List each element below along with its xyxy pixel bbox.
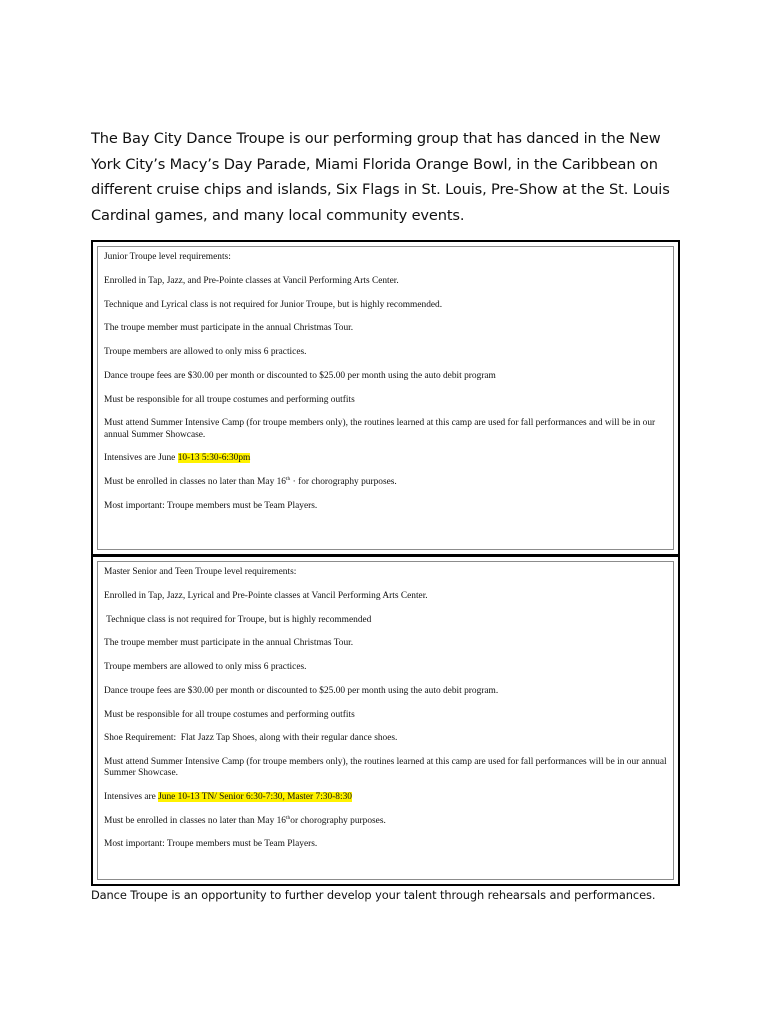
junior-team-requirement: Most important: Troupe members must be Team Players. [104,500,318,511]
junior-deadline-prefix: Must be enrolled in classes no later than May 16 [104,477,286,488]
junior-fees-requirement: Dance troupe fees are $30.00 per month or discounted to $25.00 per month using the auto debit program [104,370,496,381]
junior-heading: Junior Troupe level requirements: [104,252,231,262]
senior-intensives-prefix: Intensives are [104,792,159,803]
intro-paragraph: The Bay City Dance Troupe is our performing group that has danced in the New York City’s Macy’s Day Parade, Miami Florida Orange Bowl, in the Caribbean on different cruise chips and islands, Six Flags in St. Louis, Pre-Show at the St. Louis Cardinal games, and many local community events. [91,130,670,224]
closing-paragraph: Dance Troupe is an opportunity to further develop your talent through rehearsals and performances. [91,888,656,902]
senior-intensives-line [104,792,667,804]
senior-costumes-requirement: Must be responsible for all troupe costumes and performing outfits [104,709,355,720]
junior-requirements-cell [97,246,674,550]
senior-deadline-ordinal: th [286,814,291,821]
senior-deadline-prefix: Must be enrolled in classes no later than May 16 [104,815,286,826]
junior-camp-requirement: Must attend Summer Intensive Camp (for troupe members only), the routines learned at this camp are used for fall performances and will be in our annual Summer Showcase. [104,418,656,440]
junior-intensives-dates-highlight: 10-13 5:30-6:30pm [177,453,251,464]
junior-practices-requirement: Troupe members are allowed to only miss 6 practices. [104,347,307,358]
junior-christmas-requirement: The troupe member must participate in the annual Christmas Tour. [104,323,354,334]
junior-requirements-table [91,240,680,556]
senior-deadline-line [104,816,667,828]
senior-shoes-requirement: Shoe Requirement: Flat Jazz Tap Shoes, along with their regular dance shoes. [104,733,398,744]
junior-intensives-line [104,453,667,465]
senior-deadline-suffix: or chorography purposes. [290,815,386,826]
senior-team-requirement: Most important: Troupe members must be Team Players. [104,839,318,850]
junior-intensives-prefix: Intensives are June [104,453,178,464]
senior-enrolled-requirement: Enrolled in Tap, Jazz, Lyrical and Pre-Pointe classes at Vancil Performing Arts Center. [104,591,428,602]
junior-enrolled-requirement: Enrolled in Tap, Jazz, and Pre-Pointe classes at Vancil Performing Arts Center. [104,276,399,287]
junior-costumes-requirement: Must be responsible for all troupe costumes and performing outfits [104,394,355,405]
junior-deadline-suffix: · for chorography purposes. [290,477,397,488]
junior-deadline-ordinal: th [286,475,291,482]
senior-requirements-cell [97,561,674,880]
senior-intensives-dates-highlight: June 10-13 TN/ Senior 6:30-7:30, Master 7:30-8:30 [158,792,352,803]
senior-christmas-requirement: The troupe member must participate in the annual Christmas Tour. [104,638,354,649]
senior-fees-requirement: Dance troupe fees are $30.00 per month or discounted to $25.00 per month using the auto debit program. [104,685,499,696]
junior-deadline-line [104,477,667,489]
senior-camp-requirement: Must attend Summer Intensive Camp (for troupe members only), the routines learned at this camp are used for fall performances will be in our annual Summer Showcase. [104,756,667,779]
senior-requirements-table [91,555,680,886]
junior-technique-requirement: Technique and Lyrical class is not required for Junior Troupe, but is highly recommended. [104,299,443,310]
senior-heading: Master Senior and Teen Troupe level requirements: [104,567,297,577]
senior-practices-requirement: Troupe members are allowed to only miss 6 practices. [104,662,307,673]
senior-technique-requirement: Technique class is not required for Troupe, but is highly recommended [104,614,372,625]
